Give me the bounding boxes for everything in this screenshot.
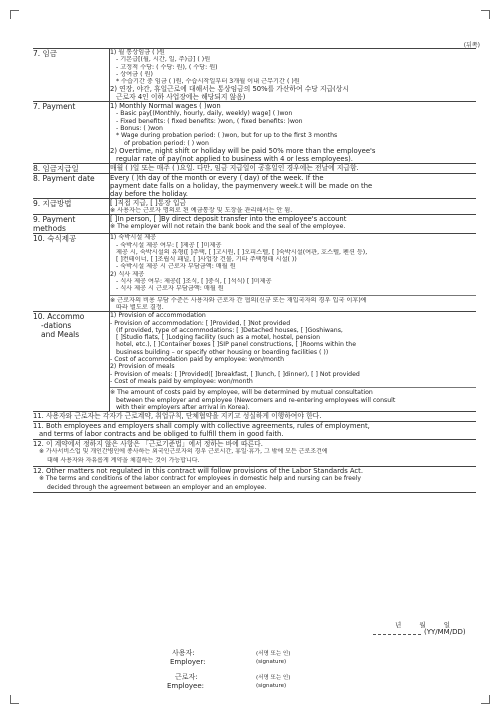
row-method-ko	[33, 198, 476, 214]
date-line	[373, 634, 421, 635]
lodging-ko-line: 따라 별도로 결정.	[116, 303, 164, 311]
divider	[110, 295, 476, 296]
lodging-en-line: between the employer and employee (Newcomers and re-entering employees will consult	[116, 396, 396, 404]
row-method-en	[33, 215, 476, 234]
contract-table	[33, 48, 476, 493]
clause12-ko	[33, 439, 476, 466]
wage-en-line: - Bonus: ( )won	[116, 125, 163, 133]
date-ko: 년 월 일	[395, 621, 450, 629]
contract-form	[33, 48, 476, 493]
row-payday-en	[33, 173, 476, 198]
employee-label-ko: 근로자:	[175, 673, 198, 681]
clause12-ko-line: 대해 사용자와 자유롭게 계약을 체결하는 것이 가능합니다.	[47, 457, 200, 465]
lodging-en-line: business building – or specify other housing or boarding facilities ( ))	[116, 348, 329, 356]
label-method-en: 9. Payment methods	[33, 215, 110, 234]
date-format: (YY/MM/DD)	[424, 628, 466, 636]
row-wage-en	[33, 102, 476, 163]
lodging-en-line: (If provided, type of accommodations: [ ]Detached houses, [ ]Goshiwans,	[116, 326, 343, 334]
clause12-en-line: ※ The terms and conditions of the labor contract for employees in domestic help and nursing can be freely	[39, 475, 361, 483]
wage-ko-line: 2) 연장, 야간, 휴일근로에 대해서는 통상임금의 50%를 가산하여 수당 지급(상시	[110, 85, 349, 94]
label-payday-ko: 8. 임금지급일	[33, 163, 110, 173]
clause12-en-line: 12. Other matters not regulated in this contract will follow provisions of the Labor Standards Act.	[33, 466, 363, 475]
row-clause11-ko	[33, 412, 476, 422]
label-lodging-en-line: -dations	[41, 321, 72, 331]
label-lodging-en-line: and Meals	[41, 330, 80, 340]
clause11-en	[33, 421, 476, 439]
wage-ko-line: 1) 월 통상임금 ( )원	[110, 49, 165, 56]
lodging-ko-line: 2) 식사 제공	[110, 270, 145, 278]
employee-label-en: Employee:	[167, 682, 205, 690]
lodging-en-line: 2) Provision of meals	[110, 363, 175, 371]
clause11-ko	[33, 412, 476, 422]
lodging-ko-line: - 식사 제공 여부: 제공([ ]조식, [ ]중식, [ ]석식) [ ]미제공	[116, 278, 272, 286]
clause12-ko-line: 12. 이 계약에서 정하지 않은 사항은 「근로기준법」에서 정하는 바에 따른다.	[33, 439, 263, 448]
employer-label-en: Employer:	[170, 658, 206, 666]
method-ko-line: [ ]직접 지급, [ ]통장 입금	[110, 198, 187, 207]
label-wage-ko: 7. 임금	[33, 49, 110, 102]
lodging-en-line: - Provision of accommodation: [ ]Provided, [ ]Not provided	[110, 319, 291, 327]
row-wage-ko	[33, 49, 476, 102]
row-lodging-en	[33, 312, 476, 412]
payday-en-line: payment date falls on a holiday, the paymenvery week.t will be made on the	[110, 181, 373, 190]
row-clause11-en	[33, 421, 476, 439]
wage-en-line: of probation period: ( ) won	[124, 139, 209, 147]
lodging-ko-line: - 숙박시설 제공 시 근로자 부담금액: 매월 원	[116, 263, 236, 271]
label-wage-en: 7. Payment	[33, 102, 110, 163]
lodging-en-line: - Cost of meals paid by employee: won/month	[110, 377, 253, 385]
lodging-ko-line: [ ]컨테이너, [ ]조립식 패널, [ ]사업장 건물, 기타 주택형태 시설( ))	[116, 256, 297, 264]
employer-signature-ko: (서명 또는 인)	[256, 651, 291, 657]
wage-en-line: 1) Monthly Normal wages ( )won	[110, 102, 221, 111]
method-en-line: [ ]In person, [ ]By direct deposit transfer into the employee's account	[110, 215, 347, 224]
lodging-ko-line: 1) 숙박시설 제공	[110, 234, 157, 242]
wage-en-content	[110, 102, 477, 163]
method-ko-content	[110, 198, 477, 214]
crop-mark-bottom-left	[10, 695, 19, 704]
lodging-ko-content	[110, 234, 477, 312]
lodging-ko-line: - 숙박시설 제공 여부: [ ]제공 [ ]미제공	[116, 241, 222, 249]
lodging-en-line: hotel, etc.), [ ]Container boxes [ ]SIP panel constructions, [ ]Rooms within the	[116, 341, 357, 349]
row-clause12-en	[33, 466, 476, 493]
row-lodging-ko	[33, 234, 476, 312]
employer-label-ko: 사용자:	[172, 649, 195, 657]
clause12-ko-line: ※ 가사서비스업 및 개인간병인에 종사하는 외국인근로자의 경우 근로시간, 휴일·휴가, 그 밖에 모든 근로조건에	[39, 448, 328, 456]
wage-en-line: - Fixed benefits: ( fixed benefits: )won, ( fixed benefits: )won	[116, 117, 303, 125]
clause11-en-line: 11. Both employees and employers shall comply with collective agreements, rules of employment,	[33, 421, 370, 430]
crop-mark-bottom-right	[481, 695, 490, 704]
lodging-en-content	[110, 312, 477, 412]
lodging-en-line: 1) Provision of accommodation	[110, 312, 206, 320]
wage-en-line: regular rate of pay(not applied to business with 4 or less employees).	[116, 154, 353, 163]
wage-ko-line: 근로자 4인 이하 사업장에는 해당되지 않음)	[116, 93, 246, 102]
label-lodging-ko: 10. 숙식제공	[33, 234, 110, 312]
employer-signature-en: (signature)	[256, 659, 287, 665]
lodging-ko-line: ※ 근로자의 비용 부담 수준은 사용자와 근로자 간 협의(신규 또는 재입국자의 경우 입국 이후)에	[110, 296, 367, 304]
wage-ko-content	[110, 49, 477, 102]
payday-ko-line: 매월 ( )일 또는 매주 ( )요일. 다만, 임금 지급일이 공휴일인 경우에는 전날에 지급함.	[110, 163, 359, 172]
wage-ko-line: * 수습기간 중 임금 ( )원, 수습시작일부터 3개월 이내 근무기간 ( )원	[116, 78, 300, 86]
wage-ko-line: - 기본급[(월, 시간, 일, 주)급] ( )원	[116, 56, 211, 64]
clause11-ko-line: 11. 사용자와 근로자는 각자가 근로계약, 취업규칙, 단체협약을 지키고 성실하게 이행하여야 한다.	[33, 412, 322, 421]
employee-signature-ko: (서명 또는 인)	[256, 675, 291, 681]
lodging-ko-line: 제공 시, 숙박시설의 유형([ ]주택, [ ]고시원, [ ]오피스텔, [ ]숙박시설(여관, 호스텔, 펜션 등),	[116, 248, 368, 256]
wage-en-line: 2) Overtime, night shift or holiday will be paid 50% more than the employee's	[110, 146, 376, 155]
lodging-en-line: with their employers after arrival in Korea).	[116, 403, 250, 411]
label-lodging-en-line: 10. Accommo	[33, 312, 85, 322]
payday-en-content	[110, 173, 477, 198]
wage-ko-line: - 고정적 수당: ( 수당: 원), ( 수당: 원)	[116, 63, 218, 71]
label-payday-en: 8. Payment date	[33, 173, 110, 198]
row-clause12-ko	[33, 439, 476, 466]
payday-en-line: Every ( )th day of the month or every ( day) of the week. If the	[110, 173, 324, 182]
wage-en-line: - Basic pay[(Monthly, hourly, daily, weekly) wage] ( )won	[116, 110, 293, 118]
divider	[110, 387, 476, 388]
clause11-en-line: and terms of labor contracts and be obliged to fulfill them in good faith.	[39, 430, 284, 439]
payday-ko-content	[110, 163, 477, 173]
clause12-en-line: decided through the agreement between an employer and an employee.	[47, 483, 267, 491]
method-en-content	[110, 215, 477, 234]
label-method-ko: 9. 지급방법	[33, 198, 110, 214]
lodging-en-line: - Cost of accommodation paid by employee: won/month	[110, 356, 285, 364]
page-ref: (뒤쪽)	[463, 42, 480, 49]
crop-mark-top-right	[481, 10, 490, 19]
clause12-en	[33, 466, 476, 493]
lodging-ko-line: - 식사 제공 시 근로자 부담금액: 매월 원	[116, 285, 224, 293]
row-payday-ko	[33, 163, 476, 173]
wage-ko-line: - 상여금 ( 원)	[116, 70, 153, 78]
lodging-en-line: - Provision of meals: [ ]Provided([ ]breakfast, [ ]lunch, [ ]dinner), [ ] Not provided	[110, 370, 360, 378]
method-en-line: ※ The employer will not retain the bank book and the seal of the employee.	[110, 223, 346, 231]
lodging-en-line: ※ The amount of costs paid by employee, will be determined by mutual consultation	[110, 389, 373, 397]
crop-mark-top-left	[10, 10, 19, 19]
employee-signature-en: (signature)	[256, 683, 287, 689]
payday-en-line: day before the holiday.	[110, 189, 188, 198]
wage-en-line: * Wage during probation period: ( )won, but for up to the first 3 months	[116, 132, 338, 140]
lodging-en-line: [ ]Studio flats, [ ]Lodging facility (such as a motel, hostel, pension	[116, 334, 321, 342]
label-lodging-en	[33, 312, 110, 412]
method-ko-line: ※ 사용자는 근로자 명의로 된 예금통장 및 도장을 관리해서는 안 됨.	[110, 206, 293, 214]
